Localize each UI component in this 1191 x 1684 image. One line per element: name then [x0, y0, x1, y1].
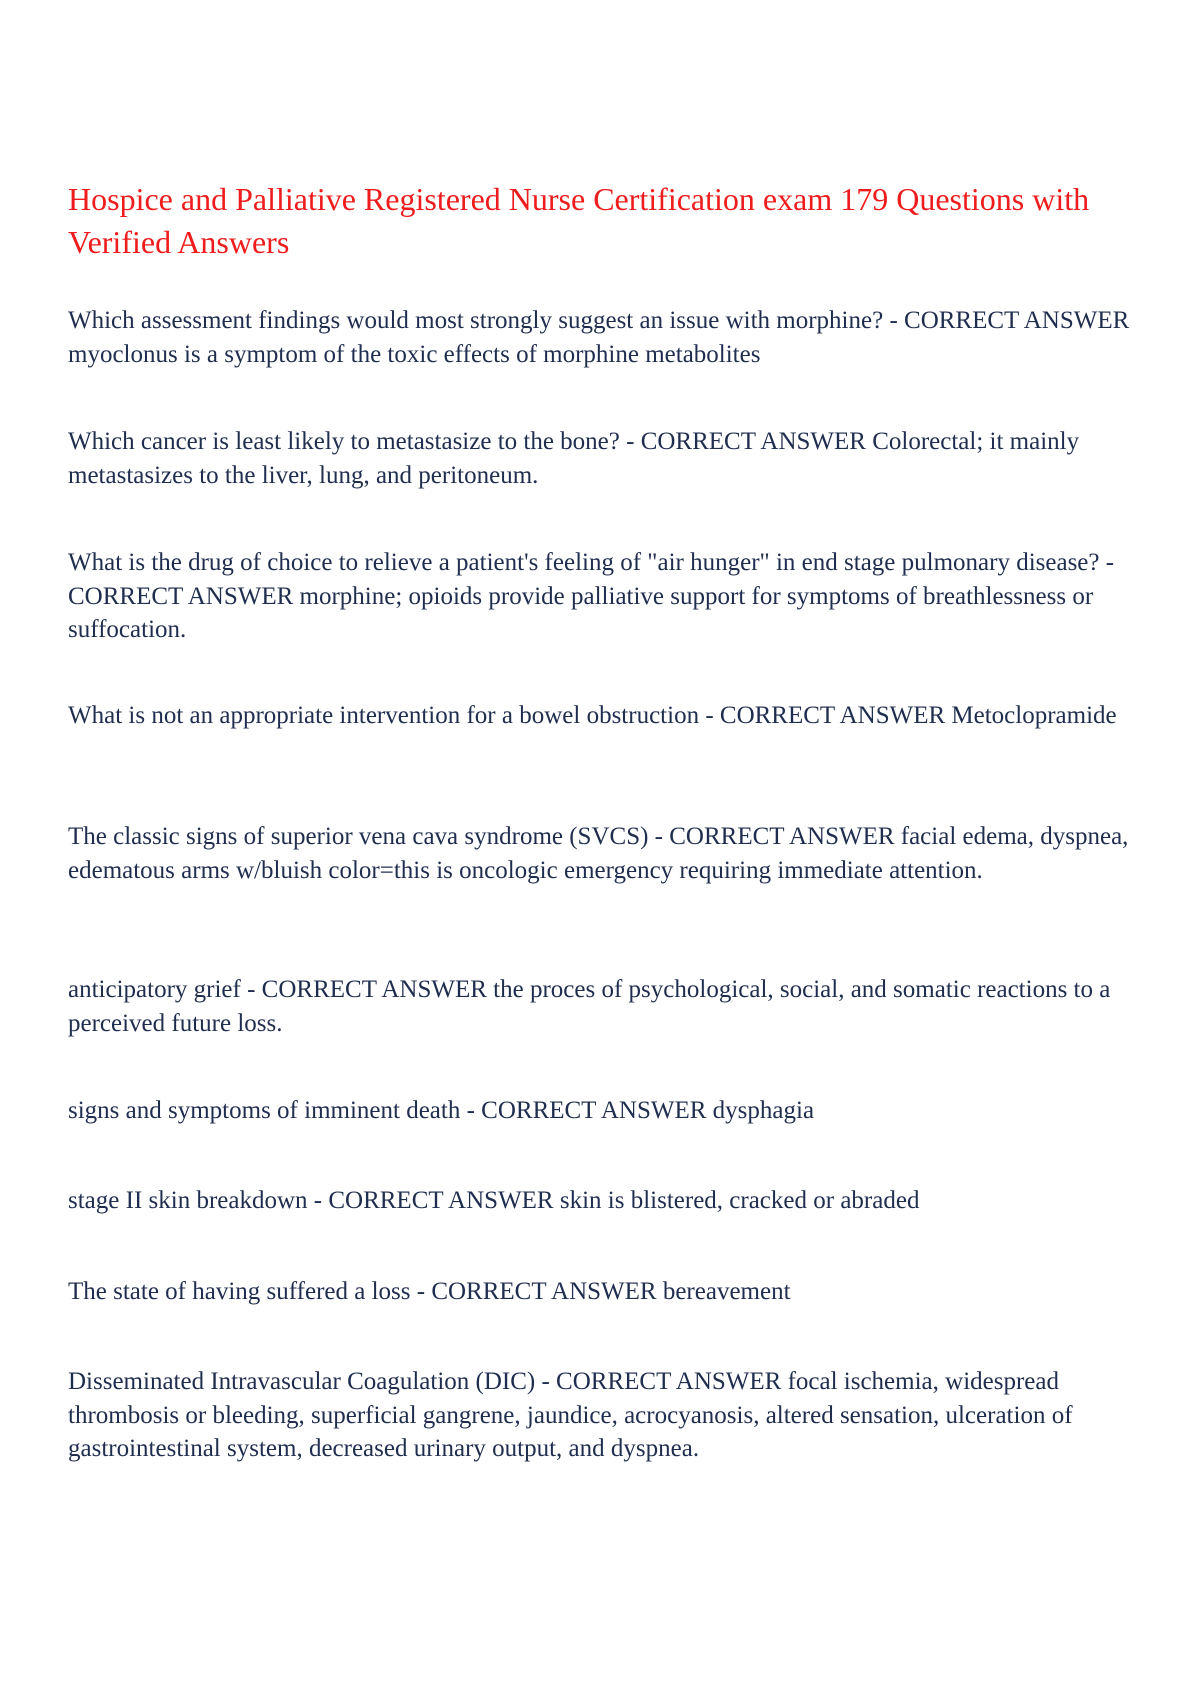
document-title: Hospice and Palliative Registered Nurse Certification exam 179 Questions with Verified Answers [68, 181, 1090, 260]
qa-entry-5: The classic signs of superior vena cava syndrome (SVCS) - CORRECT ANSWER facial edema, dyspnea, edematous arms w/bluish color=this is oncologic emergency requiring immediate attention. [68, 823, 1129, 884]
qa-entry-1: Which assessment findings would most strongly suggest an issue with morphine? - CORRECT ANSWER myoclonus is a symptom of the toxic effects of morphine metabolites [68, 307, 1130, 368]
qa-entry-2: Which cancer is least likely to metastasize to the bone? - CORRECT ANSWER Colorectal; it mainly metastasizes to the liver, lung, and peritoneum. [68, 428, 1080, 489]
qa-entry-10: Disseminated Intravascular Coagulation (DIC) - CORRECT ANSWER focal ischemia, widespread thrombosis or bleeding, superficial gangrene, jaundice, acrocyanosis, altered sensation, ulceration of gastrointestinal system, decreased urinary output, and dyspnea. [68, 1368, 1073, 1462]
qa-entry-7: signs and symptoms of imminent death - CORRECT ANSWER dysphagia [68, 1097, 815, 1124]
qa-entry-6: anticipatory grief - CORRECT ANSWER the proces of psychological, social, and somatic reactions to a perceived future loss. [68, 976, 1111, 1037]
qa-entry-8: stage II skin breakdown - CORRECT ANSWER skin is blistered, cracked or abraded [68, 1187, 920, 1214]
qa-entry-3: What is the drug of choice to relieve a patient's feeling of "air hunger" in end stage pulmonary disease? - CORRECT ANSWER morphine; opioids provide palliative support for symptoms of breathlessness or suffocation. [68, 549, 1115, 643]
qa-entry-9: The state of having suffered a loss - CORRECT ANSWER bereavement [68, 1278, 791, 1305]
qa-entry-4: What is not an appropriate intervention for a bowel obstruction - CORRECT ANSWER Metoclopramide [68, 702, 1117, 729]
